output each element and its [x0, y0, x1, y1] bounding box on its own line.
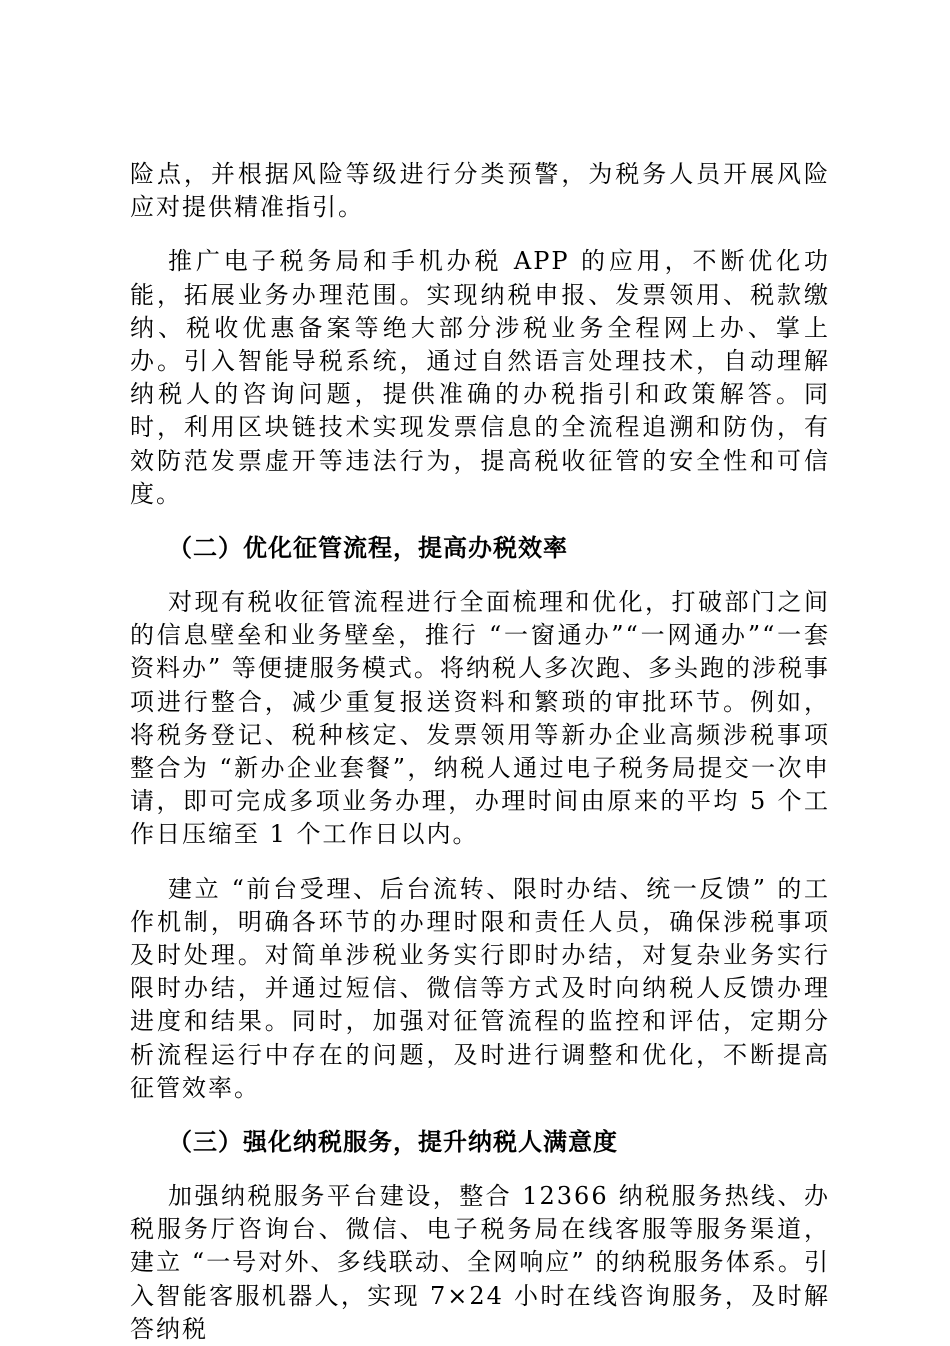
paragraph-work-mechanism: 建立 “前台受理、后台流转、限时办结、统一反馈” 的工作机制，明确各环节的办理时限和责任人员，确保涉税事项及时处理。对简单涉税业务实行即时办结，对复杂业务实行限时办结，并通过短信、微信等方式及时向纳税人反馈办理进度和结果。同时，加强对征管流程的监控和评估，定期分析流程运行中存在的问题，及时进行调整和优化，不断提高征管效率。	[130, 874, 830, 1102]
paragraph-e-tax-bureau: 推广电子税务局和手机办税 APP 的应用，不断优化功能，拓展业务办理范围。实现纳税申报、发票领用、税款缴纳、税收优惠备案等绝大部分涉税业务全程网上办、掌上办。引入智能导税系统，通过自然语言处理技术，自动理解纳税人的咨询问题，提供准确的办税指引和政策解答。同时，利用区块链技术实现发票信息的全流程追溯和防伪，有效防范发票虚开等违法行为，提高税收征管的安全性和可信度。	[130, 247, 830, 508]
document-page	[130, 158, 830, 1346]
section-heading-strengthen-service: （三）强化纳税服务，提升纳税人满意度	[168, 1128, 618, 1157]
paragraph-risk-warning: 险点，并根据风险等级进行分类预警，为税务人员开展风险应对提供精准指引。	[130, 160, 830, 222]
paragraph-process-review: 对现有税收征管流程进行全面梳理和优化，打破部门之间的信息壁垒和业务壁垒，推行 “一窗通办”“一网通办”“一套资料办” 等便捷服务模式。将纳税人多次跑、多头跑的涉税事项进行整合，减少重复报送资料和繁琐的审批环节。例如，将税务登记、税种核定、发票领用等新办企业高频涉税事项整合为 “新办企业套餐”，纳税人通过电子税务局提交一次申请，即可完成多项业务办理，办理时间由原来的平均 5 个工作日压缩至 1 个工作日以内。	[130, 588, 830, 849]
paragraph-service-platform: 加强纳税服务平台建设，整合 12366 纳税服务热线、办税服务厅咨询台、微信、电子税务局在线客服等服务渠道，建立 “一号对外、多线联动、全网响应” 的纳税服务体系。引入智能客服机器人，实现 7×24 小时在线咨询服务，及时解答纳税	[130, 1182, 830, 1343]
section-heading-optimize-process: （二）优化征管流程，提高办税效率	[168, 534, 568, 563]
